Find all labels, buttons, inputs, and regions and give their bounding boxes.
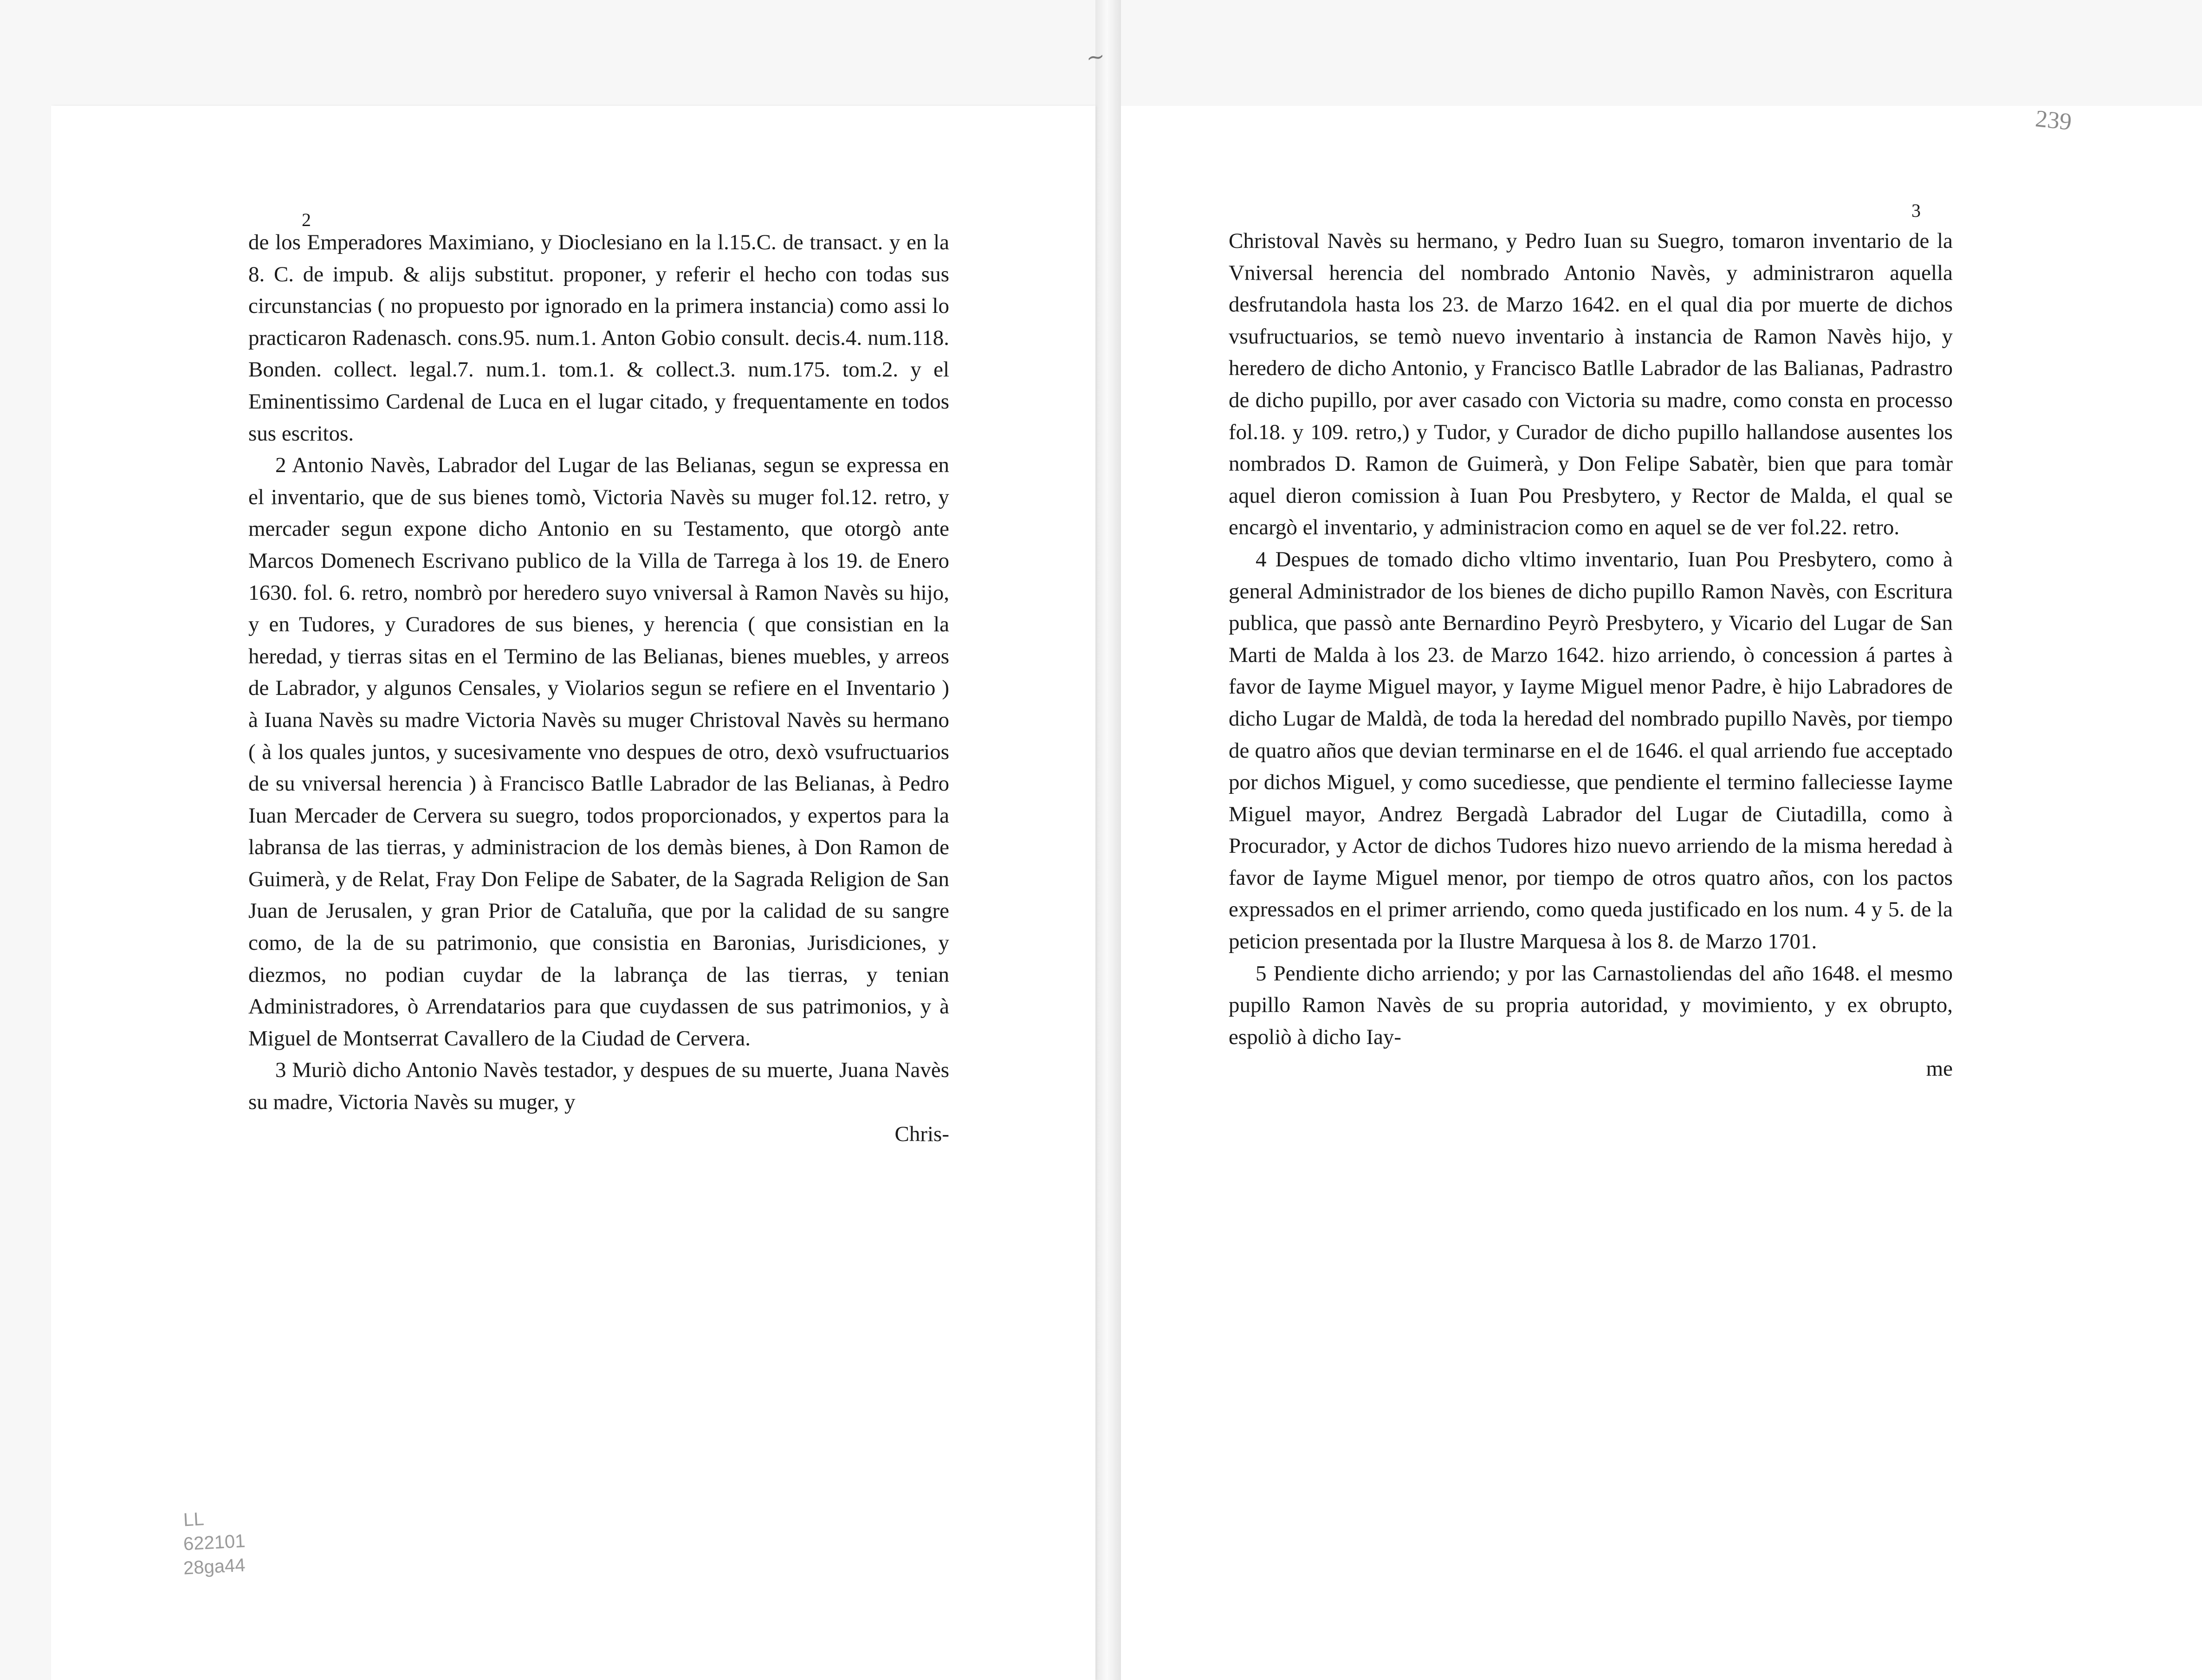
right-paragraph-1: Christoval Navès su hermano, y Pedro Iuan su Suegro, tomaron inventario de la Vniversal herencia del nombrado Antonio Navès, y administraron aquella desfrutandola hasta los 23. de Marzo 1642. en el qual dia por muerte de dichos vsufructuarios, se temò nuevo inventario à instancia de Ramon Navès hijo, y heredero de dicho Antonio, y Francisco Batlle Labrador de las Balianas, Padrastro de dicho pupillo, por aver casado con Victoria su madre, como consta en processo fol.18. y 109. retro,) y Tudor, y Curador de dicho pupillo hallandose ausentes los nombrados D. Ramon de Guimerà, y Don Felipe Sabatèr, bien que para tomàr aquel dieron comission à Iuan Pou Presbytero, y Rector de Malda, el qual se encargò el inventario, y administracion como en aquel se de ver fol.22. retro. <box>1229 229 1953 540</box>
pencil-shelf-mark <box>183 1506 245 1579</box>
right-page-number: 3 <box>1911 200 1921 221</box>
top-ink-mark: ~ <box>1084 43 1107 71</box>
left-page-text <box>248 227 949 1150</box>
shelf-mark-line-3: 28ga44 <box>182 1555 246 1579</box>
folio-handwritten-mark: 239 <box>2034 105 2073 136</box>
right-page-text <box>1229 225 1953 1085</box>
book-gutter <box>1095 0 1121 1680</box>
right-paragraph-3: 5 Pendiente dicho arriendo; y por las Carnastoliendas del año 1648. el mesmo pupillo Ramon Navès de su propria autoridad, y movimiento, y ex obrupto, espoliò à dicho Iay- <box>1229 961 1953 1049</box>
right-catchword: me <box>1926 1057 1953 1081</box>
left-page-number: 2 <box>302 209 311 230</box>
shelf-mark-line-1: LL <box>182 1509 205 1531</box>
left-catchword: Chris- <box>894 1122 949 1146</box>
left-paragraph-1: de los Emperadores Maximiano, y Dioclesiano en la l.15.C. de transact. y en la 8. C. de impub. & alijs substitut. proponer, y referir el hecho con todas sus circunstancias ( no propuesto por ignorado en la primera instancia) como assi lo practicaron Radenasch. cons.95. num.1. Anton Gobio consult. decis.4. num.118. Bonden. collect. legal.7. num.1. tom.1. & collect.3. num.175. tom.2. y el Eminentissimo Cardenal de Luca en el lugar citado, y frequentamente en todos sus escritos. <box>248 230 949 446</box>
left-paragraph-3: 3 Muriò dicho Antonio Navès testador, y despues de su muerte, Juana Navès su madre, Victoria Navès su muger, y <box>248 1058 949 1115</box>
shelf-mark-line-2: 622101 <box>182 1531 246 1555</box>
left-paragraph-2: 2 Antonio Navès, Labrador del Lugar de las Belianas, segun se expressa en el inventario, que de sus bienes tomò, Victoria Navès su muger fol.12. retro, y mercader segun expone dicho Antonio en su Testamento, que otorgò ante Marcos Domenech Escrivano publico de la Villa de Tarrega à los 19. de Enero 1630. fol. 6. retro, nombrò por heredero suyo vniversal à Ramon Navès su hijo, y en Tudores, y Curadores de sus bienes, y herencia ( que consistian en la heredad, y tierras sitas en el Termino de las Belianas, bienes muebles, y arreos de Labrador, y algunos Censales, y Violarios segun se refiere en el Inventario ) à Iuana Navès su madre Victoria Navès su muger Christoval Navès su hermano ( à los quales juntos, y sucesivamente vno despues de otro, dexò vsufructuarios de su vniversal herencia ) à Francisco Batlle Labrador de las Belianas, à Pedro Iuan Mercader de Cervera su suegro, todos proporcionados, y expertos para la labransa de las tierras, y administracion de los demàs bienes, à Don Ramon de Guimerà, y de Relat, Fray Don Felipe de Sabater, de la Sagrada Religion de San Juan de Jerusalen, y gran Prior de Cataluña, que por la calidad de su sangre como, de la de su patrimonio, que consistia en Baronias, Jurisdiciones, y diezmos, no podian cuydar de la labrança de las tierras, y tenian Administradores, ò Arrendatarios para que cuydassen de sus patrimonios, y à Miguel de Montserrat Cavallero de la Ciudad de Cervera. <box>248 453 949 1051</box>
right-paragraph-2: 4 Despues de tomado dicho vltimo inventario, Iuan Pou Presbytero, como à general Administrador de los bienes de dicho pupillo Ramon Navès, con Escritura publica, que passò ante Bernardino Peyrò Presbytero, y Vicario del Lugar de San Marti de Malda à los 23. de Marzo 1642. hizo arriendo, ò concession á partes à favor de Iayme Miguel mayor, y Iayme Miguel menor Padre, è hijo Labradores de dicho Lugar de Maldà, de toda la heredad del nombrado pupillo Navès, por tiempo de quatro años que devian terminarse en el de 1646. el qual arriendo fue acceptado por dichos Miguel, y como sucediesse, que pendiente el termino falleciesse Iayme Miguel mayor, Andrez Bergadà Labrador del Lugar de Ciutadilla, como à Procurador, y Actor de dichos Tudores hizo nuevo arriendo de la misma heredad à favor de Iayme Miguel menor, por tiempo de otros quatro años, con los pactos expressados en el primer arriendo, como queda justificado en los num. 4 y 5. de la peticion presentada por la Ilustre Marquesa à los 8. de Marzo 1701. <box>1229 547 1953 954</box>
